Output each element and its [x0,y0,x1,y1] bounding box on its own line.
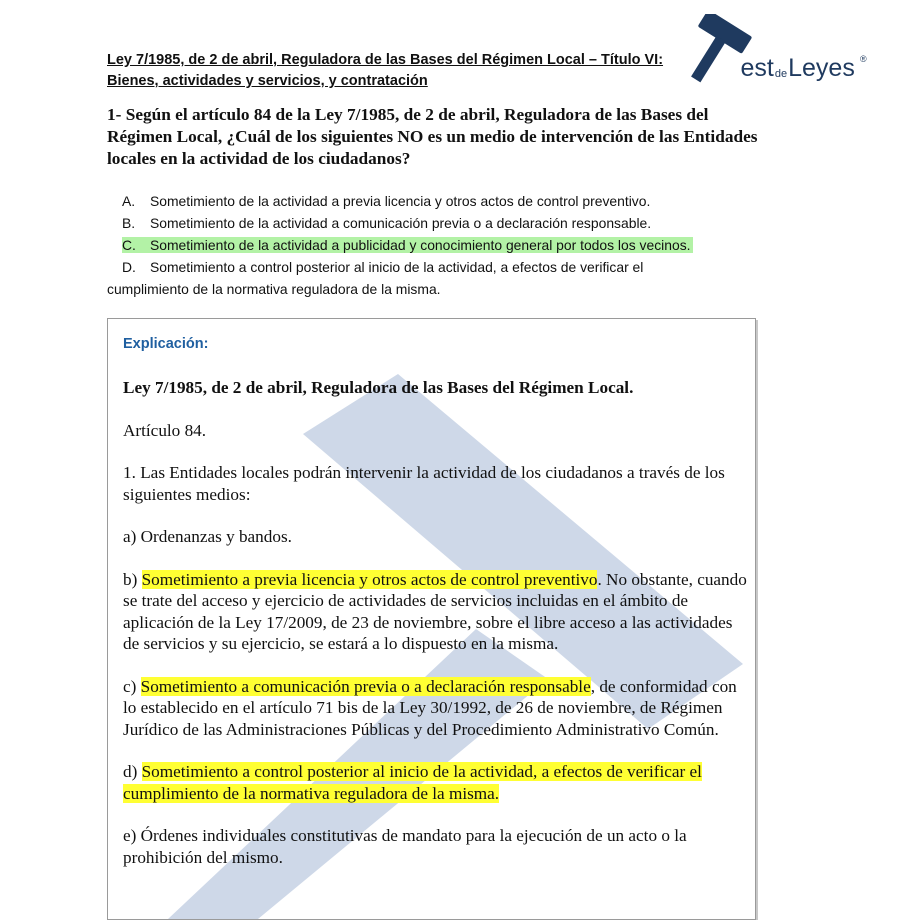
item-c-highlight: Sometimiento a comunicación previa o a declaración responsable [140,676,591,696]
logo-text-de: de [774,68,788,80]
item-b-highlight: Sometimiento a previa licencia y otros actos de control preventivo [141,569,598,589]
item-d-prefix: d) [123,762,142,781]
logo-wordmark [728,54,855,83]
question-text: 1- Según el artículo 84 de la Ley 7/1985, de 2 de abril, Reguladora de las Bases del Régimen Local, ¿Cuál de los siguientes NO es un medio de intervención de las Entidades locales en la actividad de los ciudadanos? [107,105,758,168]
registered-mark: ® [860,54,867,64]
header-title-line-1: Ley 7/1985, de 2 de abril, Reguladora de las Bases del Régimen Local – Título VI: [107,52,664,68]
header-title-line-2: Bienes, actividades y servicios, y contratación [107,73,428,89]
option-d [107,256,787,278]
option-text: Sometimiento de la actividad a comunicación previa o a declaración responsable. [150,215,652,231]
item-c-prefix: c) [123,676,141,696]
article-heading: Artículo 84. [123,420,207,440]
explanation-content [123,377,748,889]
option-text: Sometimiento de la actividad a publicidad y conocimiento general por todos los vecinos. [150,237,691,253]
article-item-e: e) Órdenes individuales constitutivas de mandato para la ejecución de un acto o la prohibición del mismo. [123,826,687,867]
answer-options [107,190,787,300]
option-c-correct [107,234,787,256]
option-letter: A. [122,193,136,209]
item-b-rest: . No obstante, cuando se trate del acceso y ejercicio de actividades de servicios incluidas en el ámbito de aplicación de la Ley 17/2009, de 23 de noviembre, sobre el libre acceso a las actividades de servicios y su ejercicio, se estará a lo dispuesto en la misma. [123,569,747,653]
explanation-label: Explicación: [123,336,209,352]
option-b [107,212,787,234]
article-item-b [123,569,748,655]
option-a [107,190,787,212]
option-text-line-1: Sometimiento a control posterior al inicio de la actividad, a efectos de verificar el [150,259,644,275]
explanation-box [107,318,756,920]
law-title: Ley 7/1985, de 2 de abril, Reguladora de las Bases del Régimen Local. [123,378,634,397]
article-item-d [123,761,748,804]
option-letter: C. [122,237,136,253]
article-item-c [123,676,748,741]
option-text: Sometimiento de la actividad a previa licencia y otros actos de control preventivo. [150,193,651,209]
option-highlight [122,237,693,253]
logo-text-leyes: Leyes [788,54,855,82]
logo-text-test: est [740,54,774,82]
item-c-rest: , de conformidad con lo establecido en el artículo 71 bis de la Ley 30/1992, de 26 de noviembre, de Régimen Jurídico de las Administraciones Públicas y del Procedimiento Administrativo Común. [123,676,737,739]
testdeleyes-logo [684,14,884,90]
item-b-prefix: b) [123,569,142,589]
document-header-title [107,50,687,92]
article-item-a: a) Ordenanzas y bandos. [123,527,292,546]
option-letter: D. [122,259,136,275]
item-d-highlight: Sometimiento a control posterior al inicio de la actividad, a efectos de verificar el cumplimiento de la normativa reguladora de la misma. [123,762,702,803]
option-letter: B. [122,215,136,231]
article-paragraph-1: 1. Las Entidades locales podrán intervenir la actividad de los ciudadanos a través de los siguientes medios: [123,463,725,504]
option-d-continuation: cumplimiento de la normativa reguladora de la misma. [107,281,441,297]
